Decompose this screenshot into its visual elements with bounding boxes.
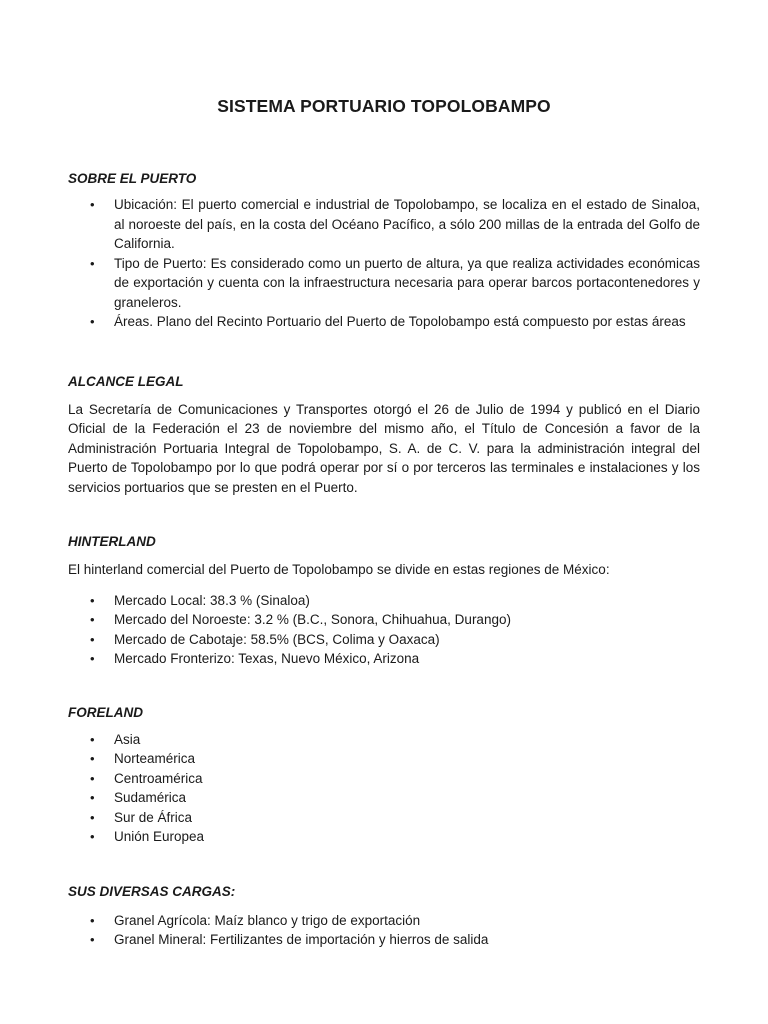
list-item: • Asia bbox=[114, 730, 700, 750]
bullet-icon: • bbox=[90, 651, 95, 666]
bullet-icon: • bbox=[90, 751, 95, 766]
list-item: • Áreas. Plano del Recinto Portuario del Puerto de Topolobampo está compuesto por estas áreas bbox=[114, 312, 700, 332]
bullet-list bbox=[68, 591, 700, 669]
bullet-icon: • bbox=[90, 255, 95, 271]
bullet-list bbox=[68, 195, 700, 332]
bullet-icon: • bbox=[90, 912, 95, 928]
list-item: • Granel Agrícola: Maíz blanco y trigo de exportación bbox=[114, 911, 700, 931]
bullet-icon: • bbox=[90, 829, 95, 844]
bullet-list bbox=[68, 730, 700, 847]
bullet-icon: • bbox=[90, 932, 95, 947]
section-heading: SUS DIVERSAS CARGAS: bbox=[68, 883, 236, 899]
document-title: SISTEMA PORTUARIO TOPOLOBAMPO bbox=[217, 96, 551, 116]
bullet-list bbox=[68, 911, 700, 950]
section-hinterland bbox=[68, 534, 700, 669]
paragraph: El hinterland comercial del Puerto de Topolobampo se divide en estas regiones de México: bbox=[68, 562, 610, 577]
section-sobre-el-puerto bbox=[68, 171, 700, 332]
list-item: • Mercado Fronterizo: Texas, Nuevo México, Arizona bbox=[114, 649, 700, 669]
section-heading: ALCANCE LEGAL bbox=[68, 373, 184, 389]
bullet-icon: • bbox=[90, 809, 95, 825]
list-item: • Unión Europea bbox=[114, 827, 700, 847]
section-foreland bbox=[68, 705, 700, 847]
list-item: • Norteamérica bbox=[114, 749, 700, 769]
bullet-icon: • bbox=[90, 731, 95, 747]
list-item: • Mercado Local: 38.3 % (Sinaloa) bbox=[114, 591, 700, 611]
list-item: • Granel Mineral: Fertilizantes de importación y hierros de salida bbox=[114, 930, 700, 950]
section-alcance-legal bbox=[68, 374, 700, 498]
list-item: • Ubicación: El puerto comercial e industrial de Topolobampo, se localiza en el estado de Sinaloa, al noroeste del país, en la costa del Océano Pacífico, a sólo 200 millas de la entrada del Golfo de California. bbox=[90, 197, 700, 251]
paragraph: La Secretaría de Comunicaciones y Transportes otorgó el 26 de Julio de 1994 y publicó en el Diario Oficial de la Federación el 23 de noviembre del mismo año, el Título de Concesión a favor de la Administración Portuaria Integral de Topolobampo, S. A. de C. V. para la administración integral del Puerto de Topolobampo por lo que podrá operar por sí o por terceros las terminales e instalaciones y los servicios portuarios que se presten en el Puerto. bbox=[68, 401, 700, 495]
bullet-icon: • bbox=[90, 314, 95, 329]
section-heading: FORELAND bbox=[68, 704, 143, 720]
section-heading: SOBRE EL PUERTO bbox=[68, 171, 197, 186]
list-item: • Sudamérica bbox=[114, 788, 700, 808]
bullet-icon: • bbox=[90, 790, 95, 805]
bullet-icon: • bbox=[90, 197, 95, 212]
section-heading: HINTERLAND bbox=[68, 534, 156, 549]
bullet-icon: • bbox=[90, 592, 95, 608]
list-item: • Sur de África bbox=[114, 808, 700, 828]
list-item: • Tipo de Puerto: Es considerado como un puerto de altura, ya que realiza actividades económicas de exportación y cuenta con la infraestructura necesaria para operar barcos portacontenedores y graneleros. bbox=[90, 255, 700, 310]
section-sus-diversas-cargas bbox=[68, 884, 700, 950]
bullet-icon: • bbox=[90, 612, 95, 627]
bullet-icon: • bbox=[90, 631, 95, 647]
list-item: • Mercado del Noroeste: 3.2 % (B.C., Sonora, Chihuahua, Durango) bbox=[114, 610, 700, 630]
list-item: • Mercado de Cabotaje: 58.5% (BCS, Colima y Oaxaca) bbox=[114, 630, 700, 650]
list-item: • Centroamérica bbox=[114, 769, 700, 789]
bullet-icon: • bbox=[90, 770, 95, 786]
